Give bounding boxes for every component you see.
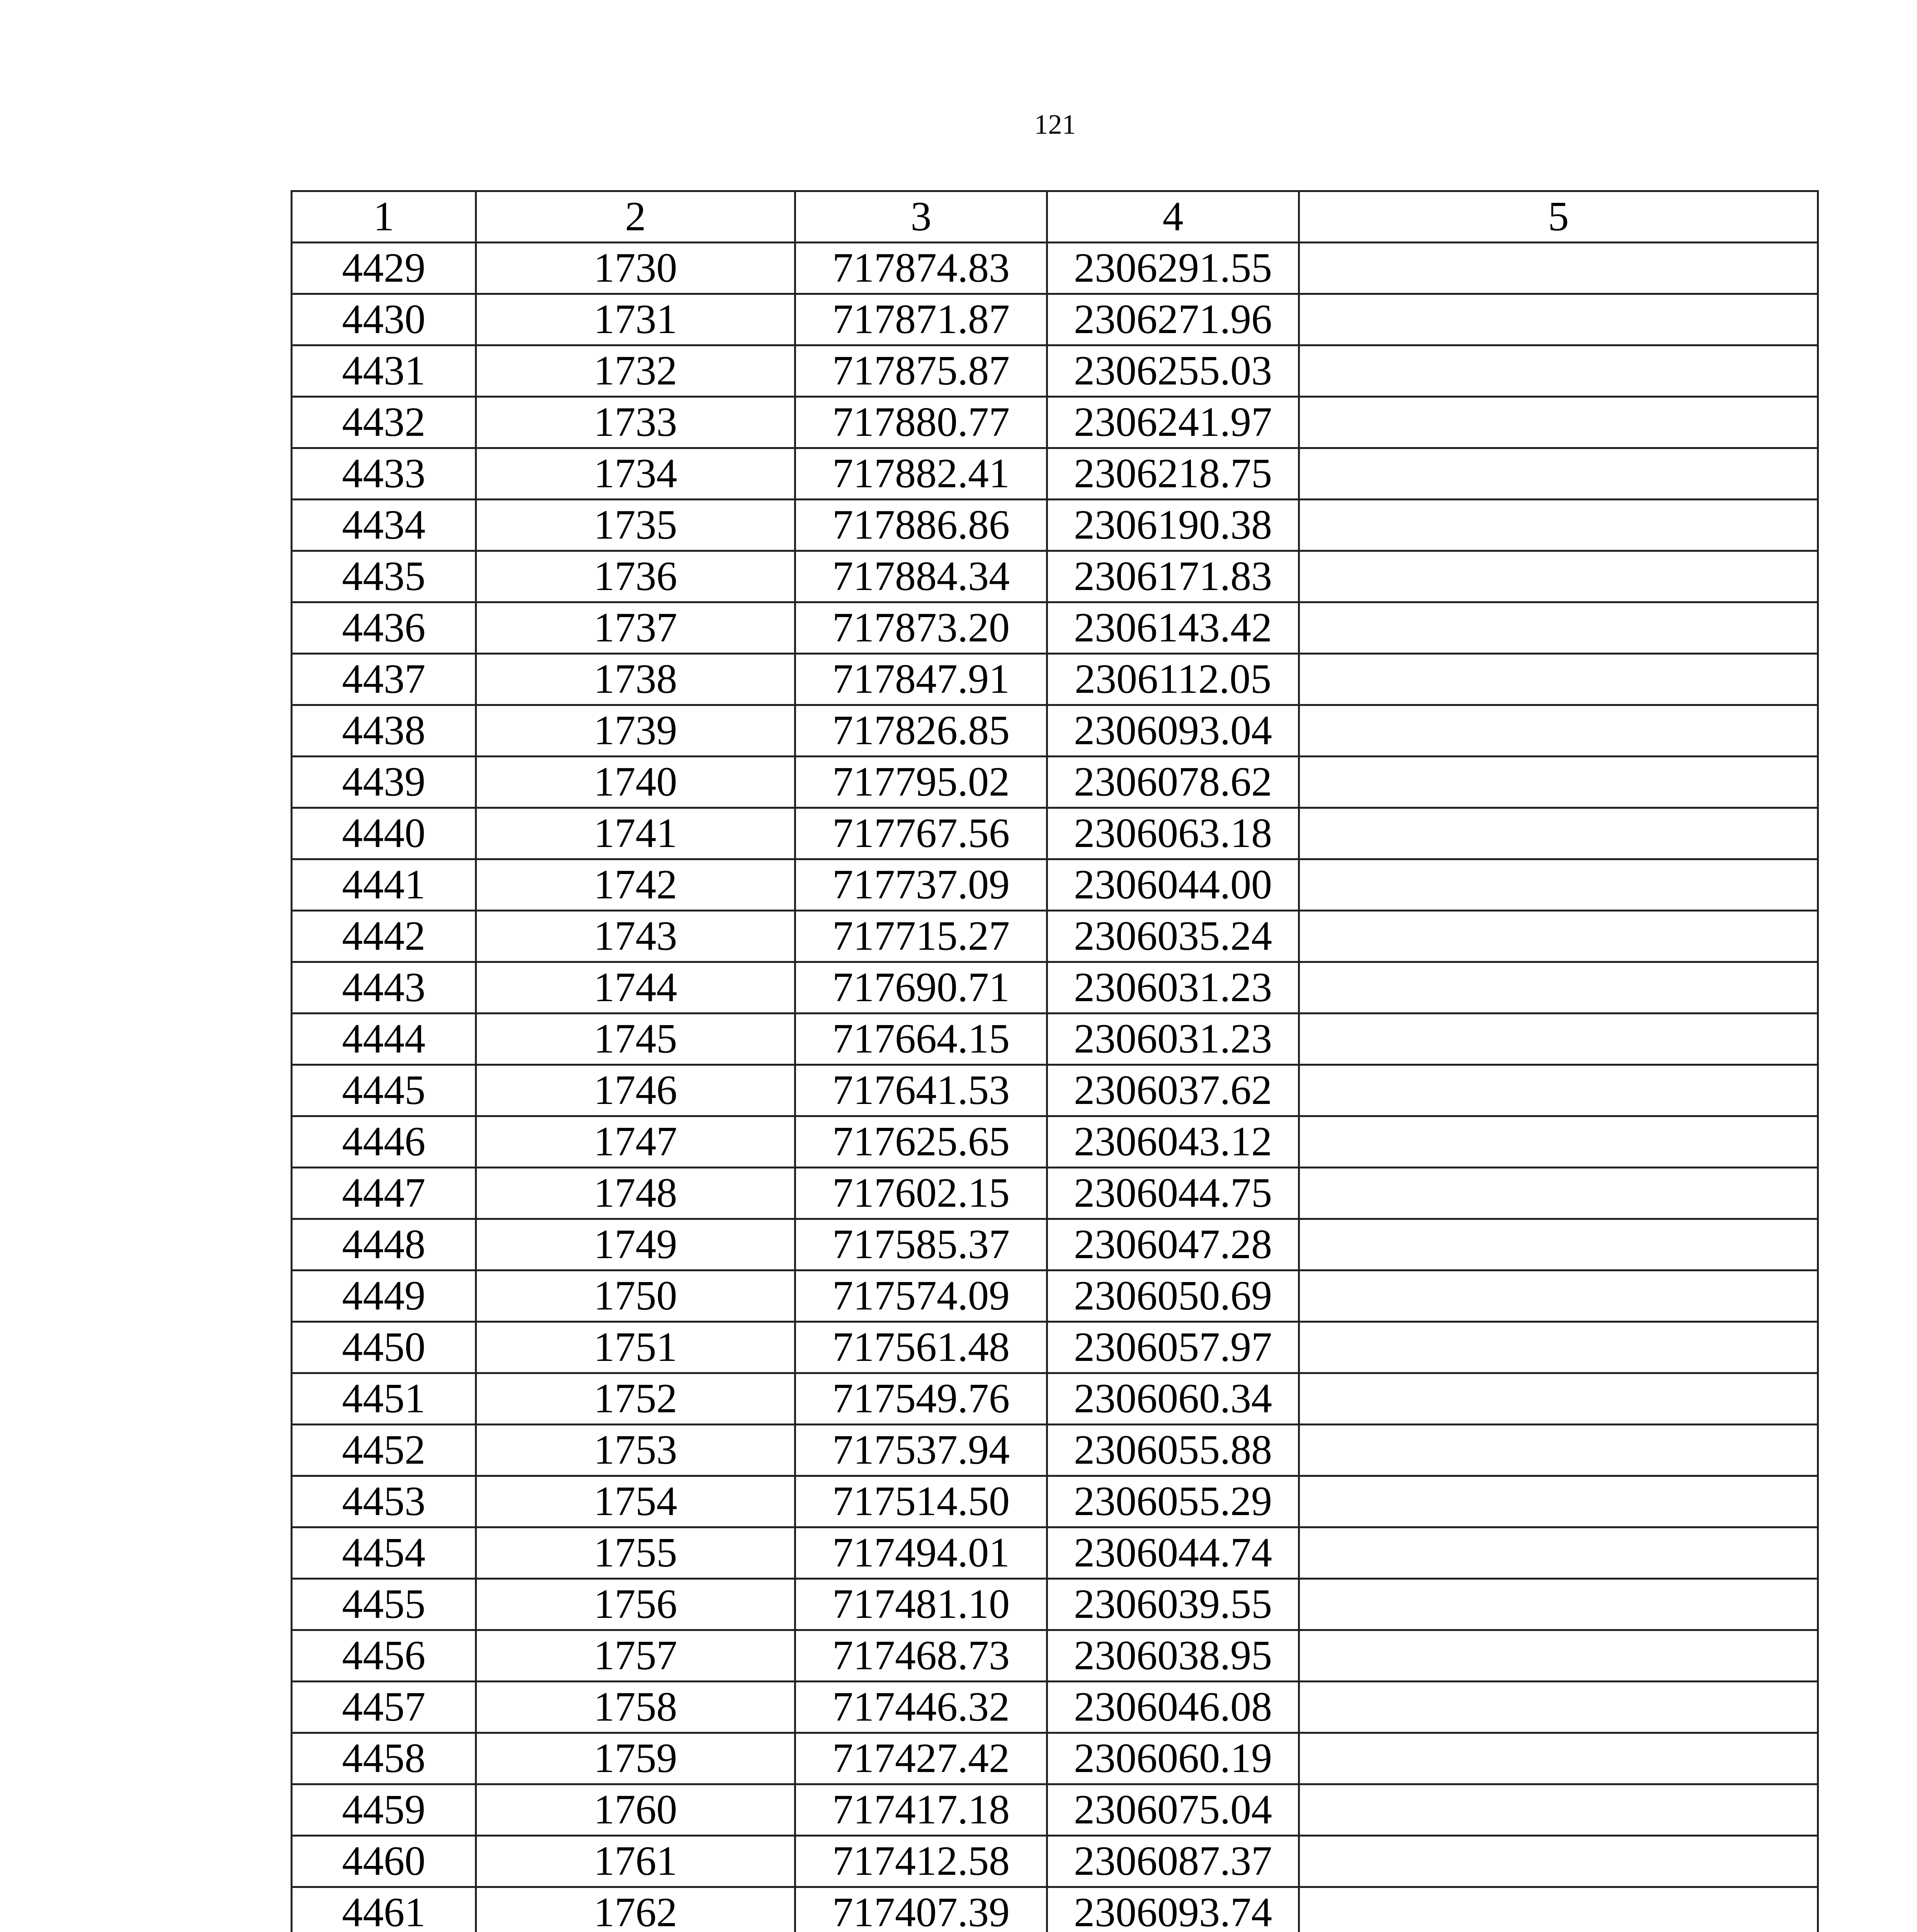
table-cell xyxy=(1299,654,1818,705)
table-cell xyxy=(1299,911,1818,962)
table-cell: 4439 xyxy=(292,757,476,808)
table-row xyxy=(292,1682,1818,1733)
table-cell xyxy=(1299,1270,1818,1322)
table-cell: 717875.87 xyxy=(795,345,1047,397)
table-row xyxy=(292,1270,1818,1322)
table-cell xyxy=(1299,1373,1818,1425)
table-cell: 2306271.96 xyxy=(1047,294,1299,345)
table-cell: 1755 xyxy=(476,1527,795,1579)
table-row xyxy=(292,345,1818,397)
table-cell: 4458 xyxy=(292,1733,476,1784)
table-cell xyxy=(1299,1527,1818,1579)
table-row xyxy=(292,859,1818,911)
table-cell: 717574.09 xyxy=(795,1270,1047,1322)
table-cell: 1758 xyxy=(476,1682,795,1733)
table-cell: 1744 xyxy=(476,962,795,1014)
table-cell: 2306050.69 xyxy=(1047,1270,1299,1322)
table-row xyxy=(292,602,1818,654)
table-cell: 717494.01 xyxy=(795,1527,1047,1579)
table-cell: 1756 xyxy=(476,1579,795,1630)
table-cell: 717417.18 xyxy=(795,1784,1047,1836)
table-cell: 1750 xyxy=(476,1270,795,1322)
table-cell: 717412.58 xyxy=(795,1836,1047,1887)
table-cell xyxy=(1299,1887,1818,1932)
table-cell: 717715.27 xyxy=(795,911,1047,962)
table-cell xyxy=(1299,859,1818,911)
table-cell: 2306063.18 xyxy=(1047,808,1299,859)
table-cell: 1754 xyxy=(476,1476,795,1527)
column-header: 3 xyxy=(795,191,1047,243)
table-cell: 717737.09 xyxy=(795,859,1047,911)
table-cell xyxy=(1299,1836,1818,1887)
table-cell: 1738 xyxy=(476,654,795,705)
table-cell xyxy=(1299,1116,1818,1168)
table-row xyxy=(292,1630,1818,1682)
table-cell: 2306093.74 xyxy=(1047,1887,1299,1932)
table-cell: 2306038.95 xyxy=(1047,1630,1299,1682)
table-row xyxy=(292,911,1818,962)
table-cell xyxy=(1299,602,1818,654)
table-cell: 2306031.23 xyxy=(1047,1014,1299,1065)
table-cell: 2306060.34 xyxy=(1047,1373,1299,1425)
table-row xyxy=(292,1322,1818,1373)
table-row xyxy=(292,1527,1818,1579)
column-header: 1 xyxy=(292,191,476,243)
table-row xyxy=(292,1116,1818,1168)
table-cell: 1753 xyxy=(476,1425,795,1476)
table-row xyxy=(292,962,1818,1014)
table-cell: 717847.91 xyxy=(795,654,1047,705)
table-cell: 2306075.04 xyxy=(1047,1784,1299,1836)
table-cell: 4430 xyxy=(292,294,476,345)
table-cell: 4434 xyxy=(292,500,476,551)
table-cell: 717826.85 xyxy=(795,705,1047,757)
table-row xyxy=(292,1579,1818,1630)
table-cell: 1757 xyxy=(476,1630,795,1682)
table-cell: 4446 xyxy=(292,1116,476,1168)
table-cell: 1752 xyxy=(476,1373,795,1425)
table-cell: 4455 xyxy=(292,1579,476,1630)
table-cell xyxy=(1299,1425,1818,1476)
table-cell: 2306044.75 xyxy=(1047,1168,1299,1219)
table-cell: 1760 xyxy=(476,1784,795,1836)
table-cell xyxy=(1299,757,1818,808)
table-row xyxy=(292,1014,1818,1065)
table-cell: 4437 xyxy=(292,654,476,705)
table-body xyxy=(292,243,1818,1932)
table-cell: 2306035.24 xyxy=(1047,911,1299,962)
table-cell: 2306143.42 xyxy=(1047,602,1299,654)
column-header: 2 xyxy=(476,191,795,243)
table-header-row xyxy=(292,191,1818,243)
table-cell: 717882.41 xyxy=(795,448,1047,500)
table-cell xyxy=(1299,1065,1818,1116)
table-cell: 4451 xyxy=(292,1373,476,1425)
table-row xyxy=(292,705,1818,757)
table-cell xyxy=(1299,808,1818,859)
table-cell: 2306078.62 xyxy=(1047,757,1299,808)
table-cell: 2306044.00 xyxy=(1047,859,1299,911)
table-cell: 2306037.62 xyxy=(1047,1065,1299,1116)
table-cell xyxy=(1299,1784,1818,1836)
table-cell: 2306087.37 xyxy=(1047,1836,1299,1887)
table-cell: 1748 xyxy=(476,1168,795,1219)
table-cell: 1749 xyxy=(476,1219,795,1270)
table-cell: 717446.32 xyxy=(795,1682,1047,1733)
table-cell: 717481.10 xyxy=(795,1579,1047,1630)
table-cell: 2306190.38 xyxy=(1047,500,1299,551)
table-cell: 2306031.23 xyxy=(1047,962,1299,1014)
table-cell: 717602.15 xyxy=(795,1168,1047,1219)
table-row xyxy=(292,397,1818,448)
table-cell: 717427.42 xyxy=(795,1733,1047,1784)
coordinates-table xyxy=(291,190,1819,1932)
table-cell xyxy=(1299,1630,1818,1682)
table-cell: 2306112.05 xyxy=(1047,654,1299,705)
table-cell: 717468.73 xyxy=(795,1630,1047,1682)
table-cell xyxy=(1299,1733,1818,1784)
table-cell: 4457 xyxy=(292,1682,476,1733)
table-cell: 2306093.04 xyxy=(1047,705,1299,757)
table-cell: 717537.94 xyxy=(795,1425,1047,1476)
table-cell: 717767.56 xyxy=(795,808,1047,859)
table-cell: 1747 xyxy=(476,1116,795,1168)
table-row xyxy=(292,1219,1818,1270)
table-row xyxy=(292,757,1818,808)
table-cell xyxy=(1299,294,1818,345)
table-cell: 4442 xyxy=(292,911,476,962)
table-cell: 4459 xyxy=(292,1784,476,1836)
table-row xyxy=(292,1168,1818,1219)
table-cell: 1741 xyxy=(476,808,795,859)
table-cell: 717690.71 xyxy=(795,962,1047,1014)
table-row xyxy=(292,500,1818,551)
table-cell: 4440 xyxy=(292,808,476,859)
table-cell: 717585.37 xyxy=(795,1219,1047,1270)
table-cell: 4436 xyxy=(292,602,476,654)
table-cell xyxy=(1299,1014,1818,1065)
table-cell: 4454 xyxy=(292,1527,476,1579)
table-row xyxy=(292,1476,1818,1527)
table-cell: 4447 xyxy=(292,1168,476,1219)
table-cell: 1734 xyxy=(476,448,795,500)
table-cell: 2306241.97 xyxy=(1047,397,1299,448)
table-cell: 2306291.55 xyxy=(1047,243,1299,294)
column-header: 4 xyxy=(1047,191,1299,243)
table-cell: 2306047.28 xyxy=(1047,1219,1299,1270)
table-cell: 2306171.83 xyxy=(1047,551,1299,602)
table-cell: 717664.15 xyxy=(795,1014,1047,1065)
table-row xyxy=(292,551,1818,602)
table-cell: 1751 xyxy=(476,1322,795,1373)
table-cell: 4438 xyxy=(292,705,476,757)
table-cell: 4435 xyxy=(292,551,476,602)
table-cell: 2306046.08 xyxy=(1047,1682,1299,1733)
table-cell: 717886.86 xyxy=(795,500,1047,551)
table-cell: 4456 xyxy=(292,1630,476,1682)
table-cell: 1743 xyxy=(476,911,795,962)
table-cell xyxy=(1299,500,1818,551)
table-cell xyxy=(1299,243,1818,294)
table-cell: 4445 xyxy=(292,1065,476,1116)
table-cell: 1746 xyxy=(476,1065,795,1116)
table-cell: 2306044.74 xyxy=(1047,1527,1299,1579)
table-cell: 4452 xyxy=(292,1425,476,1476)
table-cell xyxy=(1299,1476,1818,1527)
table-cell xyxy=(1299,1579,1818,1630)
table-cell xyxy=(1299,1682,1818,1733)
table-row xyxy=(292,1373,1818,1425)
table-cell: 2306055.88 xyxy=(1047,1425,1299,1476)
table-cell: 1762 xyxy=(476,1887,795,1932)
table-cell: 2306255.03 xyxy=(1047,345,1299,397)
table-cell: 717625.65 xyxy=(795,1116,1047,1168)
table-cell: 4441 xyxy=(292,859,476,911)
table-cell: 1732 xyxy=(476,345,795,397)
table-cell: 717874.83 xyxy=(795,243,1047,294)
table-cell: 4429 xyxy=(292,243,476,294)
table-cell: 717873.20 xyxy=(795,602,1047,654)
table-row xyxy=(292,1887,1818,1932)
table-cell: 4460 xyxy=(292,1836,476,1887)
table-row xyxy=(292,448,1818,500)
table-cell: 4448 xyxy=(292,1219,476,1270)
table-row xyxy=(292,1836,1818,1887)
table-cell xyxy=(1299,962,1818,1014)
table-row xyxy=(292,1065,1818,1116)
table-row xyxy=(292,654,1818,705)
table-cell: 1745 xyxy=(476,1014,795,1065)
table-cell: 2306218.75 xyxy=(1047,448,1299,500)
table-cell: 4444 xyxy=(292,1014,476,1065)
table-cell: 2306055.29 xyxy=(1047,1476,1299,1527)
table-cell: 717884.34 xyxy=(795,551,1047,602)
table-cell: 4449 xyxy=(292,1270,476,1322)
table-cell: 1742 xyxy=(476,859,795,911)
table-cell: 4461 xyxy=(292,1887,476,1932)
table-row xyxy=(292,1733,1818,1784)
table-cell xyxy=(1299,705,1818,757)
table-cell xyxy=(1299,1168,1818,1219)
table-cell: 4432 xyxy=(292,397,476,448)
table-cell xyxy=(1299,1322,1818,1373)
table-cell: 4453 xyxy=(292,1476,476,1527)
table-cell: 717407.39 xyxy=(795,1887,1047,1932)
table-cell: 717795.02 xyxy=(795,757,1047,808)
table-cell: 1730 xyxy=(476,243,795,294)
table-cell: 2306039.55 xyxy=(1047,1579,1299,1630)
table-cell: 717561.48 xyxy=(795,1322,1047,1373)
table-cell xyxy=(1299,1219,1818,1270)
table-cell: 4443 xyxy=(292,962,476,1014)
table-row xyxy=(292,1425,1818,1476)
table-cell: 4433 xyxy=(292,448,476,500)
table-cell xyxy=(1299,448,1818,500)
page-number: 121 xyxy=(1034,109,1076,140)
table-cell: 2306057.97 xyxy=(1047,1322,1299,1373)
table-cell: 717514.50 xyxy=(795,1476,1047,1527)
table-row xyxy=(292,294,1818,345)
table-cell: 1731 xyxy=(476,294,795,345)
table-cell: 1759 xyxy=(476,1733,795,1784)
table-cell: 717871.87 xyxy=(795,294,1047,345)
table-cell: 717880.77 xyxy=(795,397,1047,448)
table-cell: 1735 xyxy=(476,500,795,551)
table-cell xyxy=(1299,345,1818,397)
table-row xyxy=(292,808,1818,859)
table-cell: 1740 xyxy=(476,757,795,808)
table-cell: 1736 xyxy=(476,551,795,602)
table-cell: 1737 xyxy=(476,602,795,654)
table-cell: 1761 xyxy=(476,1836,795,1887)
table-cell: 2306060.19 xyxy=(1047,1733,1299,1784)
table-cell: 1733 xyxy=(476,397,795,448)
table-row xyxy=(292,1784,1818,1836)
table-cell: 4450 xyxy=(292,1322,476,1373)
table-cell: 717641.53 xyxy=(795,1065,1047,1116)
table-cell xyxy=(1299,551,1818,602)
table-cell: 4431 xyxy=(292,345,476,397)
table-cell: 2306043.12 xyxy=(1047,1116,1299,1168)
column-header: 5 xyxy=(1299,191,1818,243)
table-cell xyxy=(1299,397,1818,448)
table-row xyxy=(292,243,1818,294)
table-cell: 717549.76 xyxy=(795,1373,1047,1425)
table-cell: 1739 xyxy=(476,705,795,757)
